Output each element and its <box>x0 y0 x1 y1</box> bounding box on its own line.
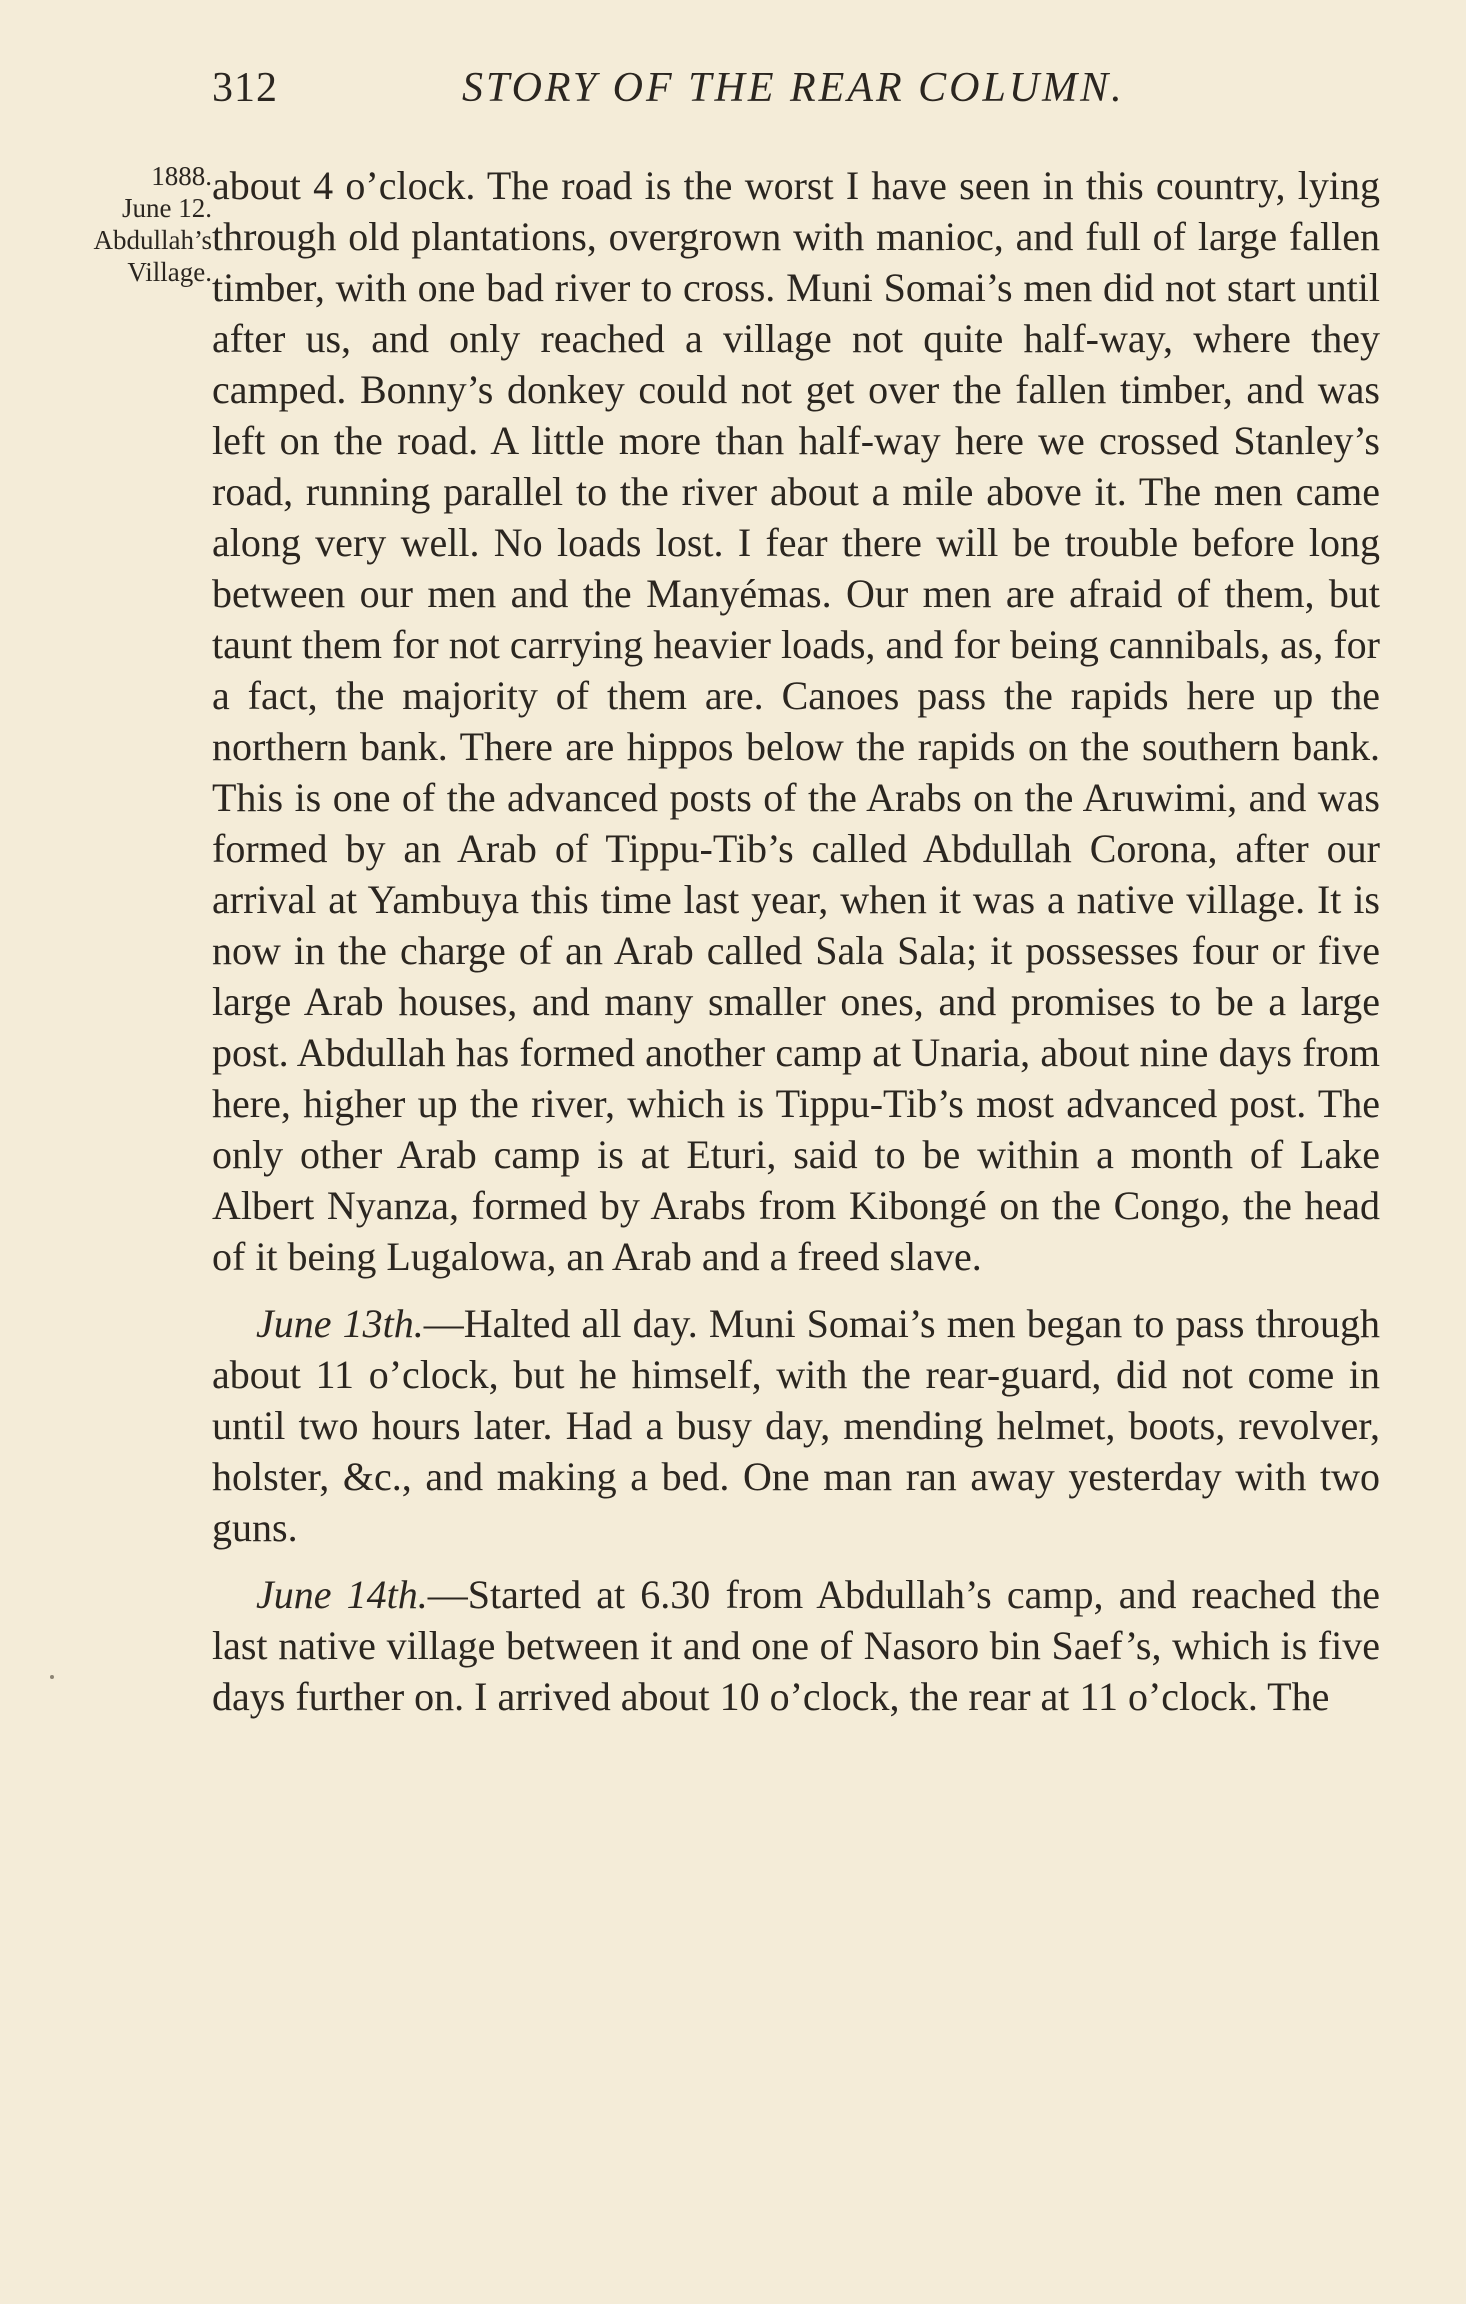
margin-note-date: June 12. <box>122 193 212 223</box>
margin-note-year: 1888. <box>151 161 212 191</box>
paragraph-text: —Halted all day. Muni Somai’s men began to pass through about 11 o’clock, but he himself, with the rear-guard, did not come in until two hours later. Had a busy day, mending helmet, boots, revolver, holster, &c., and making a bed. One man ran away yesterday with two guns. <box>212 1301 1380 1550</box>
paragraph-june-14 <box>212 1569 1380 1722</box>
paragraph-june-12-continued <box>212 160 1380 1282</box>
body-text <box>212 160 1380 1722</box>
running-title: STORY OF THE REAR COLUMN. <box>462 65 1125 111</box>
page-number: 312 <box>212 65 278 111</box>
entry-date: June 14th. <box>256 1572 428 1617</box>
entry-date: June 13th. <box>256 1301 424 1346</box>
margin-note-place-line-1: Abdullah’s <box>93 225 212 255</box>
paragraph-june-13 <box>212 1298 1380 1553</box>
paragraph-text: about 4 o’clock. The road is the worst I have seen in this country, lying through old plantations, overgrown with manioc, and full of large fallen timber, with one bad river to cross. Muni Somai’s men did not start until after us, and only reached a village not quite half-way, where they camped. Bonny’s donkey could not get over the fallen timber, and was left on the road. A little more than half-way here we crossed Stanley’s road, running parallel to the river about a mile above it. The men came along very well. No loads lost. I fear there will be trouble before long between our men and the Manyémas. Our men are afraid of them, but taunt them for not carrying heavier loads, and for being cannibals, as, for a fact, the majority of them are. Canoes pass the rapids here up the northern bank. There are hippos below the rapids on the southern bank. This is one of the advanced posts of the Arabs on the Aruwimi, and was formed by an Arab of Tippu-Tib’s called Abdullah Corona, after our arrival at Yambuya this time last year, when it was a native village. It is now in the charge of an Arab called Sala Sala; it possesses four or five large Arab houses, and many smaller ones, and promises to be a large post. Abdullah has formed another camp at Unaria, about nine days from here, higher up the river, which is Tippu-Tib’s most advanced post. The only other Arab camp is at Eturi, said to be within a month of Lake Albert Nyanza, formed by Arabs from Kibongé on the Congo, the head of it being Lugalowa, an Arab and a freed slave. <box>212 163 1380 1279</box>
stray-ink-mark <box>50 1675 54 1679</box>
paragraph-text: —Started at 6.30 from Abdullah’s camp, and reached the last native village between it and one of Nasoro bin Saef’s, which is five days further on. I arrived about 10 o’clock, the rear at 11 o’clock. The <box>212 1572 1380 1719</box>
margin-note-place-line-2: Village. <box>127 257 212 287</box>
margin-note <box>40 160 212 288</box>
page-header <box>212 58 1142 118</box>
